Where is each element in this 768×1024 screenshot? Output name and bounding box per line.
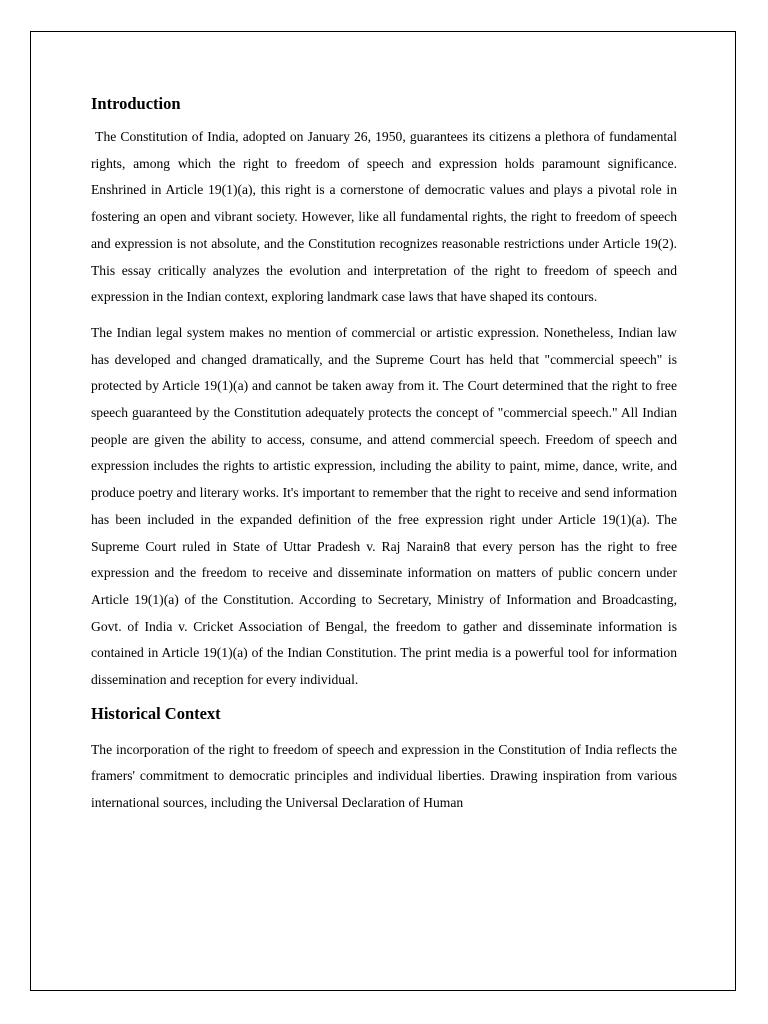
section-heading-introduction: Introduction (91, 94, 181, 113)
page-content (91, 92, 681, 817)
section-heading-historical-context: Historical Context (91, 703, 221, 723)
paragraph-historical-context: The incorporation of the right to freedom of speech and expression in the Constitution of India reflects the framers' commitment to democratic principles and individual liberties. Drawing inspiration from various international sources, including the Universal Declaration of Human (91, 741, 677, 811)
paragraph-commercial-speech: The Indian legal system makes no mention of commercial or artistic expression. Nonetheless, Indian law has developed and changed dramatically, and the Supreme Court has held that "commercial speech" is protected by Article 19(1)(a) and cannot be taken away from it. The Court determined that the right to free speech guaranteed by the Constitution adequately protects the concept of "commercial speech." All Indian people are given the ability to access, consume, and attend commercial speech. Freedom of speech and expression includes the rights to artistic expression, including the ability to paint, mime, dance, write, and produce poetry and literary works. It's important to remember that the right to receive and send information has been included in the expanded definition of the free expression right under Article 19(1)(a). The Supreme Court ruled in State of Uttar Pradesh v. Raj Narain8 that every person has the right to free expression and the freedom to receive and disseminate information on matters of public concern under Article 19(1)(a) of the Constitution. According to Secretary, Ministry of Information and Broadcasting, Govt. of India v. Cricket Association of Bengal, the freedom to gather and disseminate information is contained in Article 19(1)(a) of the Indian Constitution. The print media is a powerful tool for information dissemination and reception for every individual. (91, 324, 677, 688)
paragraph-introduction: The Constitution of India, adopted on January 26, 1950, guarantees its citizens a plethora of fundamental rights, among which the right to freedom of speech and expression holds paramount significance. Enshrined in Article 19(1)(a), this right is a cornerstone of democratic values and plays a pivotal role in fostering an open and vibrant society. However, like all fundamental rights, the right to freedom of speech and expression is not absolute, and the Constitution recognizes reasonable restrictions under Article 19(2). This essay critically analyzes the evolution and interpretation of the right to freedom of speech and expression in the Indian context, exploring landmark case laws that have shaped its contours. (91, 129, 681, 305)
document-page (30, 31, 736, 991)
